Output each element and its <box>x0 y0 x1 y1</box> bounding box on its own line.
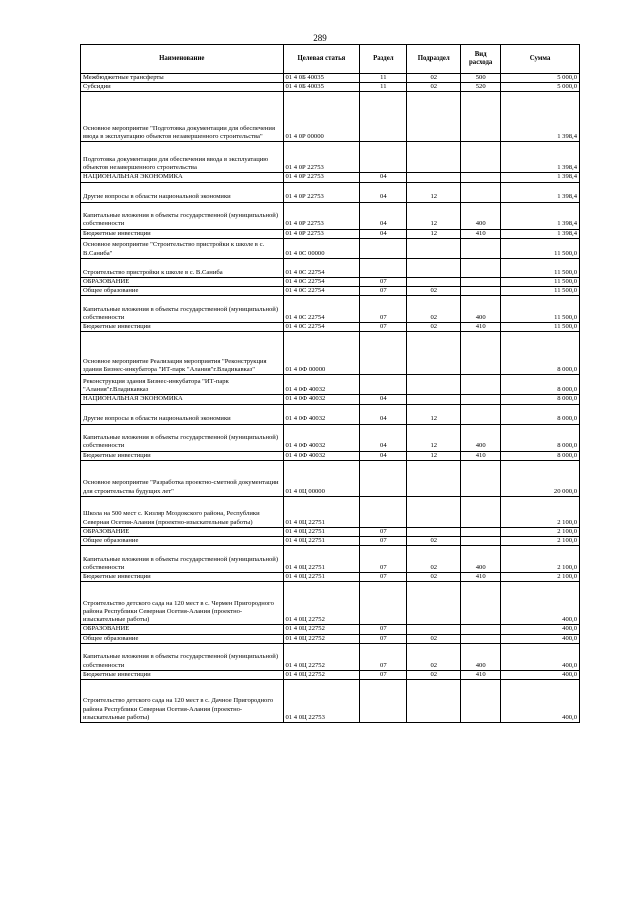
cell-target: 01 4 0Ц 22752 <box>283 643 360 670</box>
cell-target: 01 4 0Ф 40032 <box>283 375 360 395</box>
cell-section: 07 <box>360 323 407 332</box>
cell-expense-type: 410 <box>461 451 501 460</box>
cell-expense-type: 410 <box>461 323 501 332</box>
cell-target: 01 4 0С 22754 <box>283 323 360 332</box>
cell-target: 01 4 0С 22754 <box>283 296 360 323</box>
cell-section: 04 <box>360 229 407 238</box>
cell-section: 07 <box>360 625 407 634</box>
cell-target: 01 4 0Ф 40032 <box>283 404 360 424</box>
cell-sum: 8 000,0 <box>501 375 580 395</box>
table-row <box>81 202 580 229</box>
cell-name: ОБРАЗОВАНИЕ <box>81 277 284 286</box>
cell-sum: 400,0 <box>501 643 580 670</box>
cell-name: ОБРАЗОВАНИЕ <box>81 625 284 634</box>
cell-section: 07 <box>360 643 407 670</box>
cell-target: 01 4 0Ф 00000 <box>283 332 360 375</box>
table-row <box>81 182 580 202</box>
table-row <box>81 332 580 375</box>
table-row <box>81 537 580 546</box>
cell-subsection <box>407 173 461 182</box>
cell-sum: 2 100,0 <box>501 527 580 536</box>
cell-sum: 1 398,4 <box>501 182 580 202</box>
cell-subsection <box>407 238 461 258</box>
header-section: Раздел <box>360 45 407 74</box>
header-expense-type: Вид расхода <box>461 45 501 74</box>
cell-subsection <box>407 527 461 536</box>
cell-subsection: 02 <box>407 643 461 670</box>
cell-section <box>360 496 407 527</box>
page-number: 289 <box>313 33 327 43</box>
cell-target: 01 4 0Ф 40032 <box>283 451 360 460</box>
cell-sum: 400,0 <box>501 670 580 679</box>
cell-expense-type <box>461 496 501 527</box>
table-row <box>81 173 580 182</box>
cell-section: 07 <box>360 670 407 679</box>
cell-name: Капитальные вложения в объекты государственной (муниципальной) собственности <box>81 296 284 323</box>
cell-expense-type: 500 <box>461 74 501 83</box>
cell-subsection <box>407 680 461 723</box>
cell-subsection: 02 <box>407 537 461 546</box>
cell-subsection: 12 <box>407 202 461 229</box>
cell-name: Реконструкция здания Бизнес-инкубатора "ИТ-парк "Алания"г.Владикавказ <box>81 375 284 395</box>
cell-target: 01 4 0С 22754 <box>283 277 360 286</box>
cell-sum: 11 500,0 <box>501 277 580 286</box>
cell-target: 01 4 0Р 22753 <box>283 182 360 202</box>
cell-name: Основное мероприятие "Разработка проектно-сметной документации для строительства будущих лет" <box>81 460 284 496</box>
cell-sum: 8 000,0 <box>501 424 580 451</box>
cell-sum: 2 100,0 <box>501 573 580 582</box>
table-row <box>81 83 580 92</box>
cell-sum: 5 000,0 <box>501 83 580 92</box>
table-row <box>81 277 580 286</box>
header-sum: Сумма <box>501 45 580 74</box>
cell-sum: 2 100,0 <box>501 537 580 546</box>
table-row <box>81 527 580 536</box>
table-row <box>81 680 580 723</box>
table-row <box>81 296 580 323</box>
cell-target: 01 4 0Ц 22751 <box>283 546 360 573</box>
table-row <box>81 74 580 83</box>
cell-expense-type <box>461 92 501 142</box>
cell-subsection <box>407 496 461 527</box>
table-row <box>81 582 580 625</box>
cell-section: 07 <box>360 527 407 536</box>
cell-name: Общее образование <box>81 287 284 296</box>
cell-subsection: 02 <box>407 670 461 679</box>
cell-sum: 400,0 <box>501 634 580 643</box>
table-row <box>81 670 580 679</box>
cell-sum: 8 000,0 <box>501 332 580 375</box>
cell-sum: 8 000,0 <box>501 404 580 424</box>
cell-name: Основное мероприятие "Подготовка документации для обеспечения ввода в эксплуатацию объектов незавершенного строительства" <box>81 92 284 142</box>
cell-name: Субсидии <box>81 83 284 92</box>
cell-target: 01 4 0Ц 22752 <box>283 670 360 679</box>
cell-target: 01 4 0Р 22753 <box>283 142 360 173</box>
cell-name: Капитальные вложения в объекты государственной (муниципальной) собственности <box>81 424 284 451</box>
table-row <box>81 92 580 142</box>
cell-target: 01 4 0Ц 00000 <box>283 460 360 496</box>
header-subsection: Подраздел <box>407 45 461 74</box>
cell-name: Бюджетные инвестиции <box>81 573 284 582</box>
cell-expense-type: 410 <box>461 229 501 238</box>
cell-section: 04 <box>360 173 407 182</box>
cell-expense-type: 400 <box>461 424 501 451</box>
cell-sum: 11 500,0 <box>501 258 580 277</box>
cell-expense-type <box>461 182 501 202</box>
cell-name: Бюджетные инвестиции <box>81 451 284 460</box>
cell-name: Общее образование <box>81 537 284 546</box>
cell-expense-type <box>461 460 501 496</box>
cell-target: 01 4 0Ц 22752 <box>283 582 360 625</box>
cell-name: Строительство детского сада на 120 мест в с. Дачное Пригородного района Республики Северная Осетия-Алания (проектно-изыскательные работы) <box>81 680 284 723</box>
cell-target: 01 4 0Б 40035 <box>283 83 360 92</box>
cell-section: 07 <box>360 546 407 573</box>
cell-sum: 400,0 <box>501 582 580 625</box>
table-row <box>81 460 580 496</box>
table-row <box>81 573 580 582</box>
cell-name: Строительство пристройки к школе в с. В.Саниба <box>81 258 284 277</box>
cell-subsection: 12 <box>407 451 461 460</box>
cell-sum: 1 398,4 <box>501 229 580 238</box>
cell-expense-type <box>461 173 501 182</box>
cell-subsection <box>407 277 461 286</box>
cell-expense-type <box>461 142 501 173</box>
cell-target: 01 4 0Б 40035 <box>283 74 360 83</box>
table-row <box>81 643 580 670</box>
cell-expense-type <box>461 625 501 634</box>
cell-section <box>360 375 407 395</box>
cell-sum: 8 000,0 <box>501 395 580 404</box>
cell-section <box>360 332 407 375</box>
cell-target: 01 4 0С 22754 <box>283 287 360 296</box>
cell-section: 11 <box>360 83 407 92</box>
cell-target: 01 4 0Р 22753 <box>283 173 360 182</box>
table-body <box>81 74 580 723</box>
cell-expense-type: 400 <box>461 546 501 573</box>
cell-subsection: 02 <box>407 74 461 83</box>
cell-section: 07 <box>360 634 407 643</box>
cell-target: 01 4 0Ц 22751 <box>283 573 360 582</box>
table-row <box>81 238 580 258</box>
cell-name: Основное мероприятие "Строительство пристройки к школе в с. В.Саниба" <box>81 238 284 258</box>
cell-target: 01 4 0Ц 22751 <box>283 496 360 527</box>
cell-target: 01 4 0Ц 22752 <box>283 625 360 634</box>
cell-section: 07 <box>360 537 407 546</box>
cell-name: НАЦИОНАЛЬНАЯ ЭКОНОМИКА <box>81 395 284 404</box>
cell-sum: 1 398,4 <box>501 173 580 182</box>
header-name: Наименование <box>81 45 284 74</box>
cell-section: 07 <box>360 277 407 286</box>
cell-subsection: 12 <box>407 404 461 424</box>
cell-subsection: 02 <box>407 634 461 643</box>
table-row <box>81 546 580 573</box>
table-row <box>81 451 580 460</box>
cell-sum: 400,0 <box>501 680 580 723</box>
table-row <box>81 375 580 395</box>
cell-subsection: 12 <box>407 182 461 202</box>
cell-section: 04 <box>360 202 407 229</box>
cell-sum: 1 398,4 <box>501 202 580 229</box>
cell-name: Межбюджетные трансферты <box>81 74 284 83</box>
cell-section <box>360 142 407 173</box>
cell-sum: 5 000,0 <box>501 74 580 83</box>
table-row <box>81 287 580 296</box>
cell-sum: 11 500,0 <box>501 287 580 296</box>
cell-target: 01 4 0Ф 40032 <box>283 424 360 451</box>
cell-section <box>360 238 407 258</box>
cell-expense-type: 400 <box>461 296 501 323</box>
cell-name: ОБРАЗОВАНИЕ <box>81 527 284 536</box>
cell-expense-type <box>461 258 501 277</box>
cell-name: Школа на 500 мест с. Кизляр Моздокского района, Республики Северная Осетия-Алания (проектно-изыскательные работы) <box>81 496 284 527</box>
cell-target: 01 4 0Ц 22751 <box>283 527 360 536</box>
table-row <box>81 625 580 634</box>
cell-subsection <box>407 258 461 277</box>
cell-subsection <box>407 142 461 173</box>
cell-name: Бюджетные инвестиции <box>81 229 284 238</box>
cell-name: Бюджетные инвестиции <box>81 670 284 679</box>
cell-expense-type <box>461 582 501 625</box>
table-row <box>81 395 580 404</box>
cell-section: 11 <box>360 74 407 83</box>
cell-target: 01 4 0Ф 40032 <box>283 395 360 404</box>
cell-expense-type <box>461 277 501 286</box>
cell-subsection: 02 <box>407 323 461 332</box>
cell-name: НАЦИОНАЛЬНАЯ ЭКОНОМИКА <box>81 173 284 182</box>
cell-target: 01 4 0Ц 22751 <box>283 537 360 546</box>
cell-sum: 11 500,0 <box>501 323 580 332</box>
cell-section: 07 <box>360 573 407 582</box>
cell-expense-type <box>461 395 501 404</box>
cell-sum: 400,0 <box>501 625 580 634</box>
cell-expense-type <box>461 404 501 424</box>
cell-name: Основное мероприятие Реализация мероприятия "Реконструкция здания Бизнес-инкубатора "ИТ-парк "Алания"г.Владикавказ" <box>81 332 284 375</box>
cell-subsection: 02 <box>407 546 461 573</box>
cell-section <box>360 258 407 277</box>
header-target: Целевая статья <box>283 45 360 74</box>
cell-target: 01 4 0Р 22753 <box>283 229 360 238</box>
cell-subsection <box>407 395 461 404</box>
cell-subsection <box>407 582 461 625</box>
cell-expense-type <box>461 287 501 296</box>
cell-name: Подготовка документации для обеспечения ввода в эксплуатацию объектов незавершенного строительства <box>81 142 284 173</box>
cell-sum: 11 500,0 <box>501 296 580 323</box>
cell-section: 04 <box>360 424 407 451</box>
cell-name: Бюджетные инвестиции <box>81 323 284 332</box>
cell-expense-type: 400 <box>461 202 501 229</box>
table-row <box>81 229 580 238</box>
cell-target: 01 4 0С 00000 <box>283 238 360 258</box>
cell-expense-type <box>461 634 501 643</box>
cell-section: 04 <box>360 404 407 424</box>
cell-expense-type <box>461 527 501 536</box>
table-row <box>81 404 580 424</box>
cell-section <box>360 460 407 496</box>
cell-name: Капитальные вложения в объекты государственной (муниципальной) собственности <box>81 643 284 670</box>
cell-subsection <box>407 332 461 375</box>
cell-section: 04 <box>360 451 407 460</box>
cell-sum: 1 398,4 <box>501 92 580 142</box>
cell-section <box>360 680 407 723</box>
cell-name: Капитальные вложения в объекты государственной (муниципальной) собственности <box>81 202 284 229</box>
cell-expense-type <box>461 375 501 395</box>
cell-name: Другие вопросы в области национальной экономики <box>81 182 284 202</box>
cell-name: Другие вопросы в области национальной экономики <box>81 404 284 424</box>
cell-sum: 1 398,4 <box>501 142 580 173</box>
cell-expense-type <box>461 332 501 375</box>
cell-subsection <box>407 92 461 142</box>
cell-name: Общее образование <box>81 634 284 643</box>
table-row <box>81 634 580 643</box>
cell-section <box>360 582 407 625</box>
cell-sum: 2 100,0 <box>501 496 580 527</box>
cell-expense-type <box>461 238 501 258</box>
cell-subsection: 02 <box>407 573 461 582</box>
cell-target: 01 4 0Р 00000 <box>283 92 360 142</box>
cell-target: 01 4 0Ц 22752 <box>283 634 360 643</box>
cell-name: Строительство детского сада на 120 мест в с. Чермен Пригородного района Республики Северная Осетия-Алания (проектно-изыскательные работы) <box>81 582 284 625</box>
table-row <box>81 424 580 451</box>
cell-target: 01 4 0Ц 22753 <box>283 680 360 723</box>
cell-subsection <box>407 460 461 496</box>
cell-section: 07 <box>360 287 407 296</box>
cell-name: Капитальные вложения в объекты государственной (муниципальной) собственности <box>81 546 284 573</box>
cell-target: 01 4 0Р 22753 <box>283 202 360 229</box>
cell-sum: 11 500,0 <box>501 238 580 258</box>
cell-sum: 2 100,0 <box>501 546 580 573</box>
cell-subsection: 12 <box>407 424 461 451</box>
table-row <box>81 496 580 527</box>
cell-subsection: 12 <box>407 229 461 238</box>
cell-subsection <box>407 375 461 395</box>
cell-section: 04 <box>360 395 407 404</box>
cell-sum: 20 000,0 <box>501 460 580 496</box>
cell-section: 04 <box>360 182 407 202</box>
cell-expense-type <box>461 537 501 546</box>
table-row <box>81 258 580 277</box>
table-row <box>81 323 580 332</box>
cell-subsection: 02 <box>407 83 461 92</box>
cell-target: 01 4 0С 22754 <box>283 258 360 277</box>
cell-expense-type: 400 <box>461 643 501 670</box>
cell-section: 07 <box>360 296 407 323</box>
cell-sum: 8 000,0 <box>501 451 580 460</box>
cell-section <box>360 92 407 142</box>
cell-expense-type <box>461 680 501 723</box>
cell-subsection: 02 <box>407 296 461 323</box>
table-header-row <box>81 45 580 74</box>
cell-expense-type: 520 <box>461 83 501 92</box>
cell-subsection <box>407 625 461 634</box>
budget-table <box>80 44 580 723</box>
cell-expense-type: 410 <box>461 670 501 679</box>
cell-expense-type: 410 <box>461 573 501 582</box>
cell-subsection: 02 <box>407 287 461 296</box>
table-row <box>81 142 580 173</box>
